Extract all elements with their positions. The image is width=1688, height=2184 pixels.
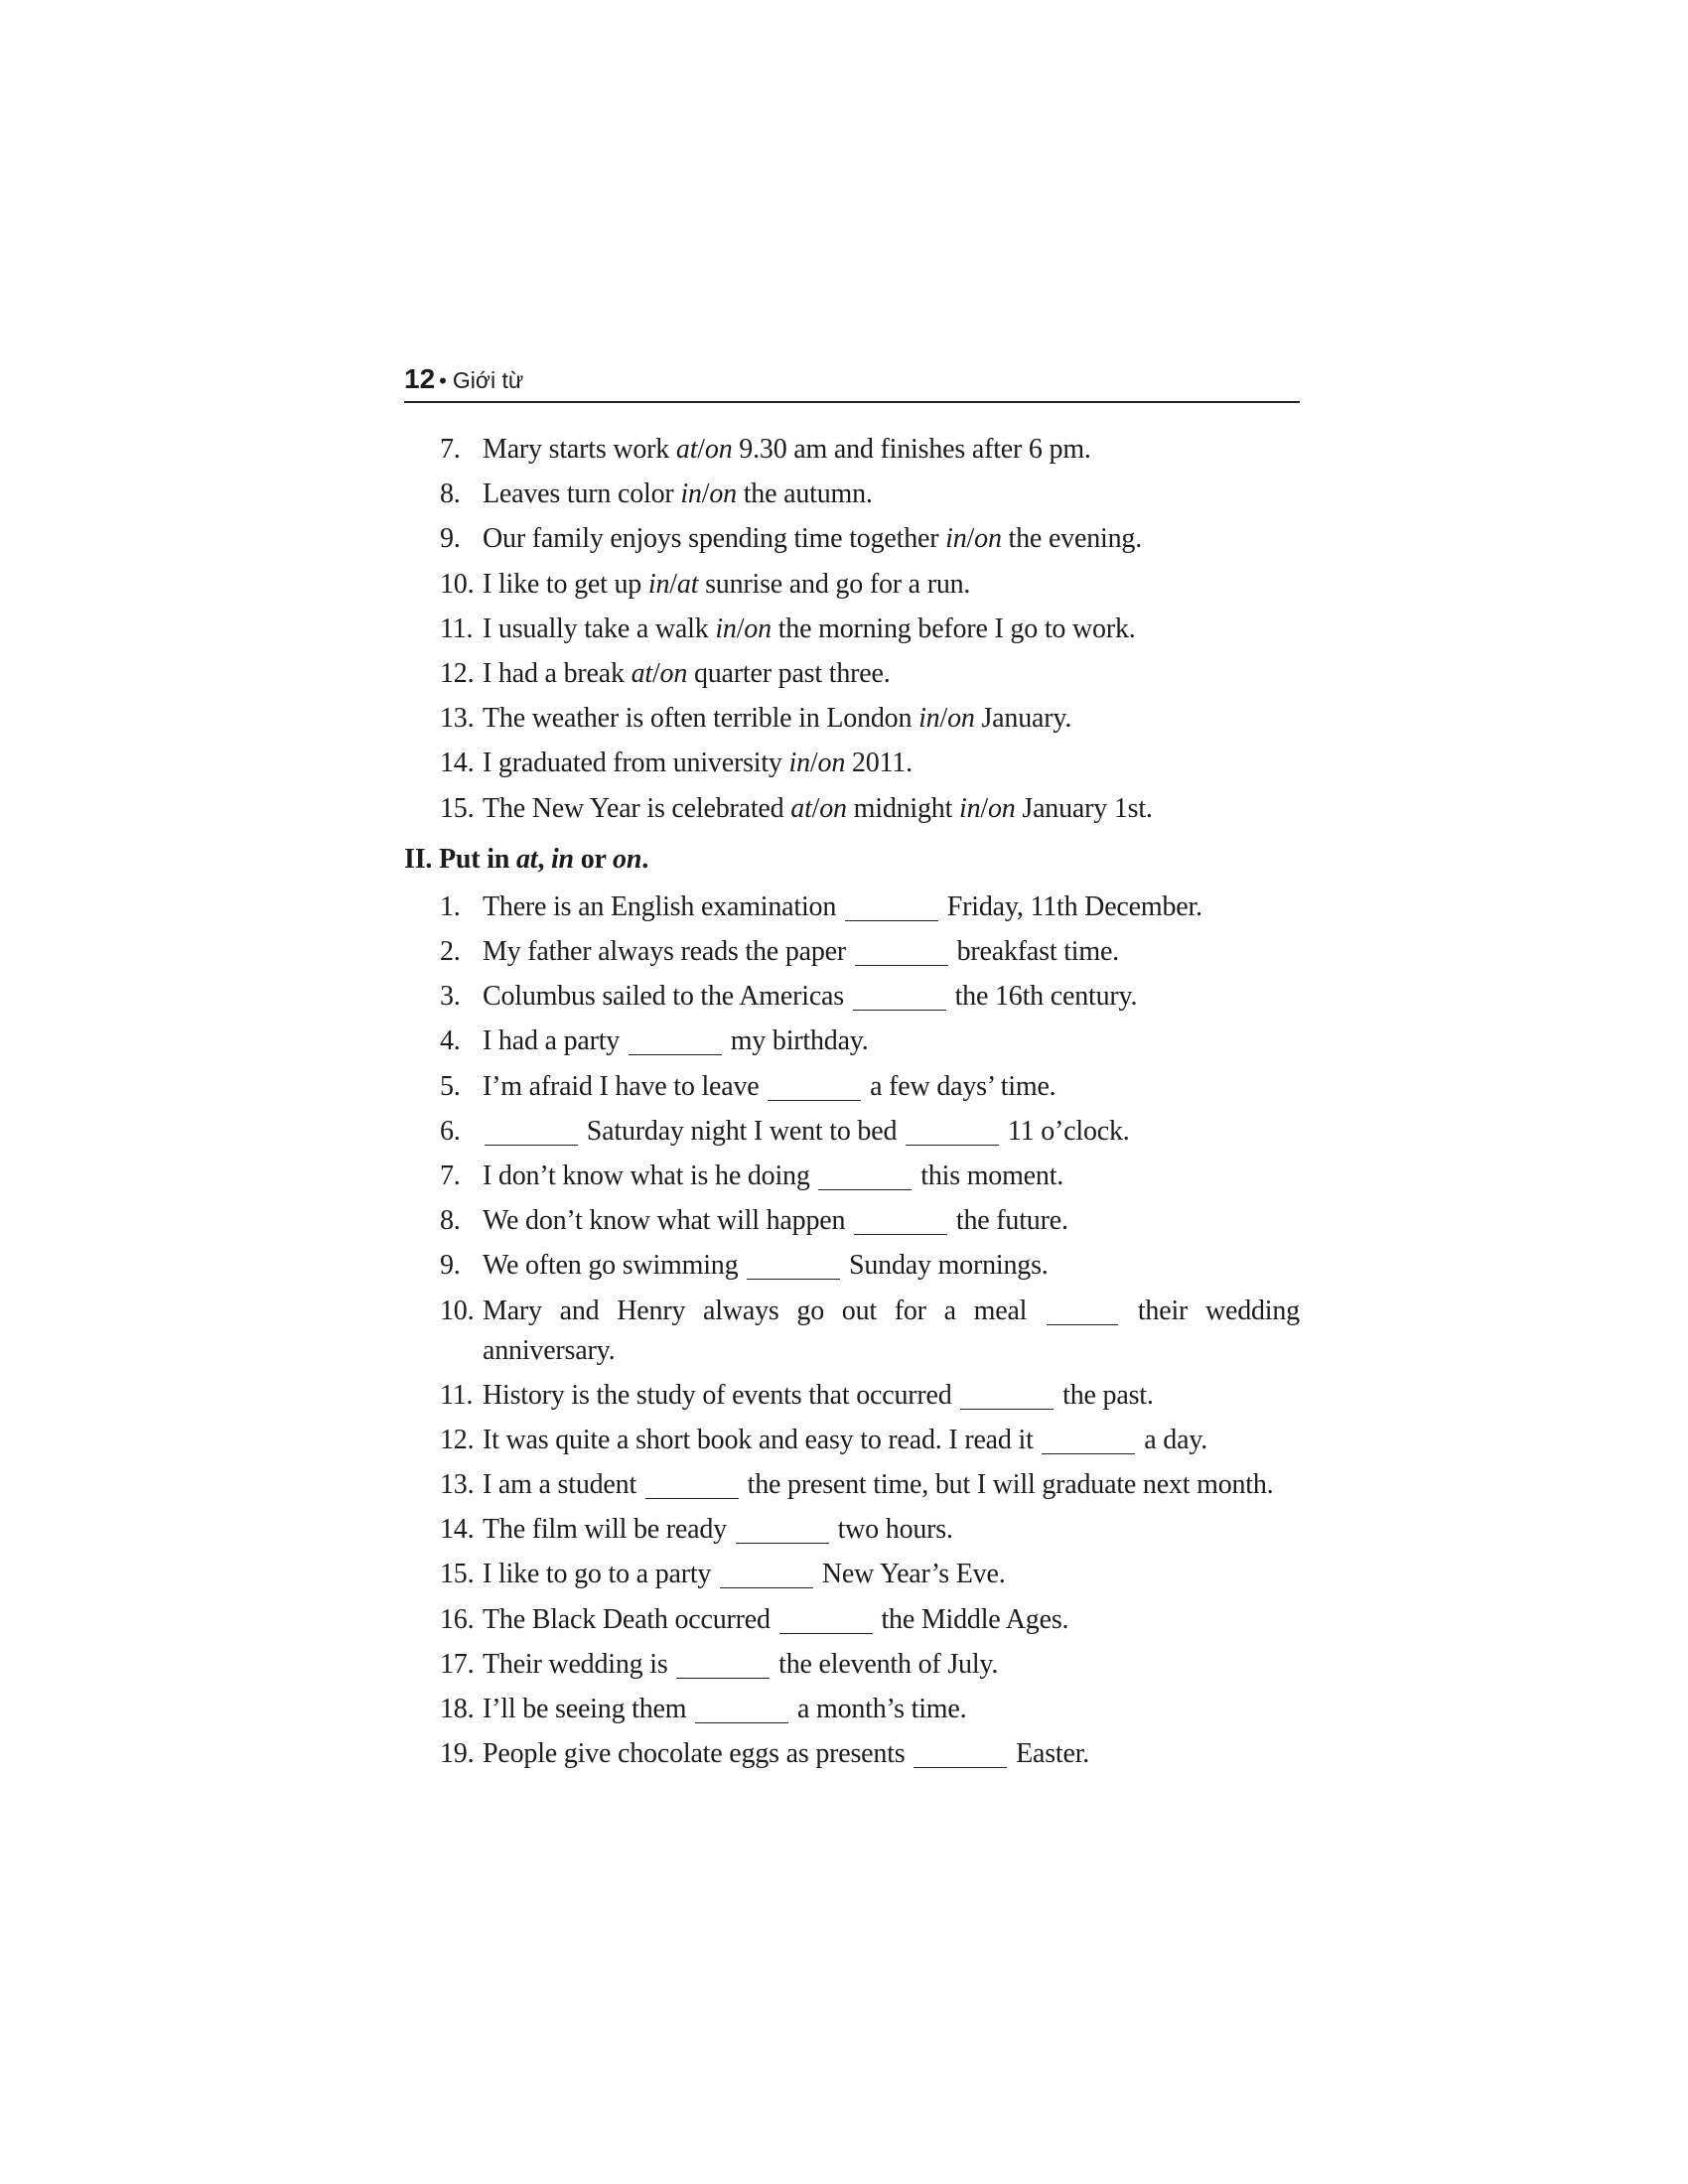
exercise-item [404,427,1300,472]
answer-blank[interactable] [645,1470,739,1499]
answer-blank[interactable] [629,1026,722,1055]
item-text: Saturday night I went to bed 11 o’clock. [483,1116,1130,1147]
exercise-part-2 [404,885,1300,1777]
answer-blank[interactable] [779,1605,873,1634]
answer-blank[interactable] [854,1206,947,1235]
item-text: We often go swimming Sunday mornings. [483,1250,1049,1282]
item-text: History is the study of events that occurred the past. [483,1379,1154,1411]
page-number: 12 [404,363,436,394]
answer-blank[interactable] [853,982,946,1011]
item-number: 5. [440,1070,461,1102]
item-text: I’m afraid I have to leave a few days’ time. [483,1070,1056,1102]
exercise-item [404,472,1300,516]
exercise-item [404,1642,1300,1687]
item-number: 19. [440,1738,475,1770]
answer-blank[interactable] [855,937,948,966]
item-number: 8. [440,1205,461,1237]
exercise-item [404,885,1300,929]
exercise-item [404,741,1300,785]
exercise-item [404,1507,1300,1552]
item-text: I am a student the present time, but I will graduate next month. [483,1469,1274,1501]
exercise-item [404,607,1300,651]
exercise-item [404,1418,1300,1462]
item-number: 15. [440,792,475,824]
exercise-item [404,1198,1300,1243]
item-text: I had a party my birthday. [483,1025,869,1057]
exercise-item [404,929,1300,974]
exercise-item [404,1373,1300,1418]
item-number: 18. [440,1694,475,1725]
item-number: 9. [440,523,461,555]
header-bullet: • [439,368,447,393]
exercise-content [404,427,1300,1776]
item-number: 7. [440,434,461,465]
exercise-item [404,974,1300,1019]
item-number: 15. [440,1559,475,1590]
item-number: 8. [440,478,461,510]
item-text: Their wedding is the eleventh of July. [483,1648,999,1680]
item-text: The film will be ready two hours. [483,1514,953,1546]
item-number: 1. [440,890,461,922]
item-text: People give chocolate eggs as presents Easter. [483,1738,1090,1770]
exercise-item [404,696,1300,741]
item-text: The New Year is celebrated at/on midnight in/on January 1st. [483,792,1153,824]
item-number: 6. [440,1115,461,1147]
answer-blank[interactable] [818,1161,912,1190]
section-name: Giới từ [452,367,524,393]
item-text: Mary starts work at/on 9.30 am and finishes after 6 pm. [483,434,1091,465]
item-number: 17. [440,1648,475,1680]
answer-blank[interactable] [914,1739,1007,1768]
item-number: 12. [440,1424,475,1455]
item-text: I’ll be seeing them a month’s time. [483,1694,967,1725]
item-text: It was quite a short book and easy to read. I read it a day. [483,1424,1208,1455]
exercise-item [404,516,1300,561]
item-text: I like to go to a party New Year’s Eve. [483,1559,1006,1590]
answer-blank[interactable] [768,1072,861,1101]
exercise-item [404,1064,1300,1109]
exercise-item [404,1687,1300,1731]
answer-blank[interactable] [906,1117,999,1146]
section-title-part-2: II. Put in at, in or on. [404,843,649,875]
exercise-item [404,1019,1300,1063]
item-number: 11. [440,613,474,644]
item-number: 2. [440,936,461,968]
answer-blank[interactable] [720,1560,813,1588]
answer-blank[interactable] [736,1515,829,1544]
exercise-item [404,1597,1300,1642]
exercise-item [404,1462,1300,1507]
item-text: We don’t know what will happen the future. [483,1205,1068,1237]
item-text: Mary and Henry always go out for a meal their wedding anniversary. [483,1295,1300,1366]
item-text: The Black Death occurred the Middle Ages. [483,1603,1069,1635]
item-text: I like to get up in/at sunrise and go for a run. [483,568,971,600]
answer-blank[interactable] [845,892,938,921]
item-number: 4. [440,1025,461,1057]
item-number: 10. [440,1295,475,1326]
answer-blank[interactable] [485,1117,578,1146]
item-number: 10. [440,568,475,600]
answer-blank[interactable] [695,1695,788,1723]
exercise-item [404,562,1300,607]
item-text: My father always reads the paper breakfast time. [483,936,1119,968]
item-text: There is an English examination Friday, 11th December. [483,890,1202,922]
item-text: I usually take a walk in/on the morning before I go to work. [483,613,1136,644]
item-number: 12. [440,658,475,690]
answer-blank[interactable] [960,1381,1054,1410]
answer-blank[interactable] [676,1650,770,1679]
item-text: I had a break at/on quarter past three. [483,658,891,690]
exercise-item [404,1243,1300,1288]
item-text: Columbus sailed to the Americas the 16th century. [483,981,1138,1013]
item-text: Leaves turn color in/on the autumn. [483,478,873,510]
exercise-item [404,1109,1300,1154]
item-number: 14. [440,1514,475,1546]
exercise-item [404,1731,1300,1776]
item-number: 16. [440,1603,475,1635]
answer-blank[interactable] [1042,1426,1135,1454]
item-number: 13. [440,1469,475,1501]
exercise-item [404,1552,1300,1596]
header-label [404,363,523,395]
exercise-item [404,786,1300,831]
item-text: I don’t know what is he doing this moment. [483,1160,1064,1192]
exercise-part-1 [404,427,1300,831]
exercise-item [404,1154,1300,1198]
item-number: 13. [440,703,475,735]
exercise-item [404,651,1300,696]
item-number: 9. [440,1250,461,1282]
item-number: 3. [440,981,461,1013]
page-header [404,357,1300,403]
exercise-item [404,1289,1300,1373]
item-number: 11. [440,1379,474,1411]
answer-blank[interactable] [747,1251,840,1280]
item-text: Our family enjoys spending time together in/on the evening. [483,523,1142,555]
item-text: I graduated from university in/on 2011. [483,748,913,779]
item-number: 7. [440,1160,461,1192]
answer-blank[interactable] [1047,1297,1118,1325]
item-number: 14. [440,748,475,779]
item-text: The weather is often terrible in London in/on January. [483,703,1072,735]
